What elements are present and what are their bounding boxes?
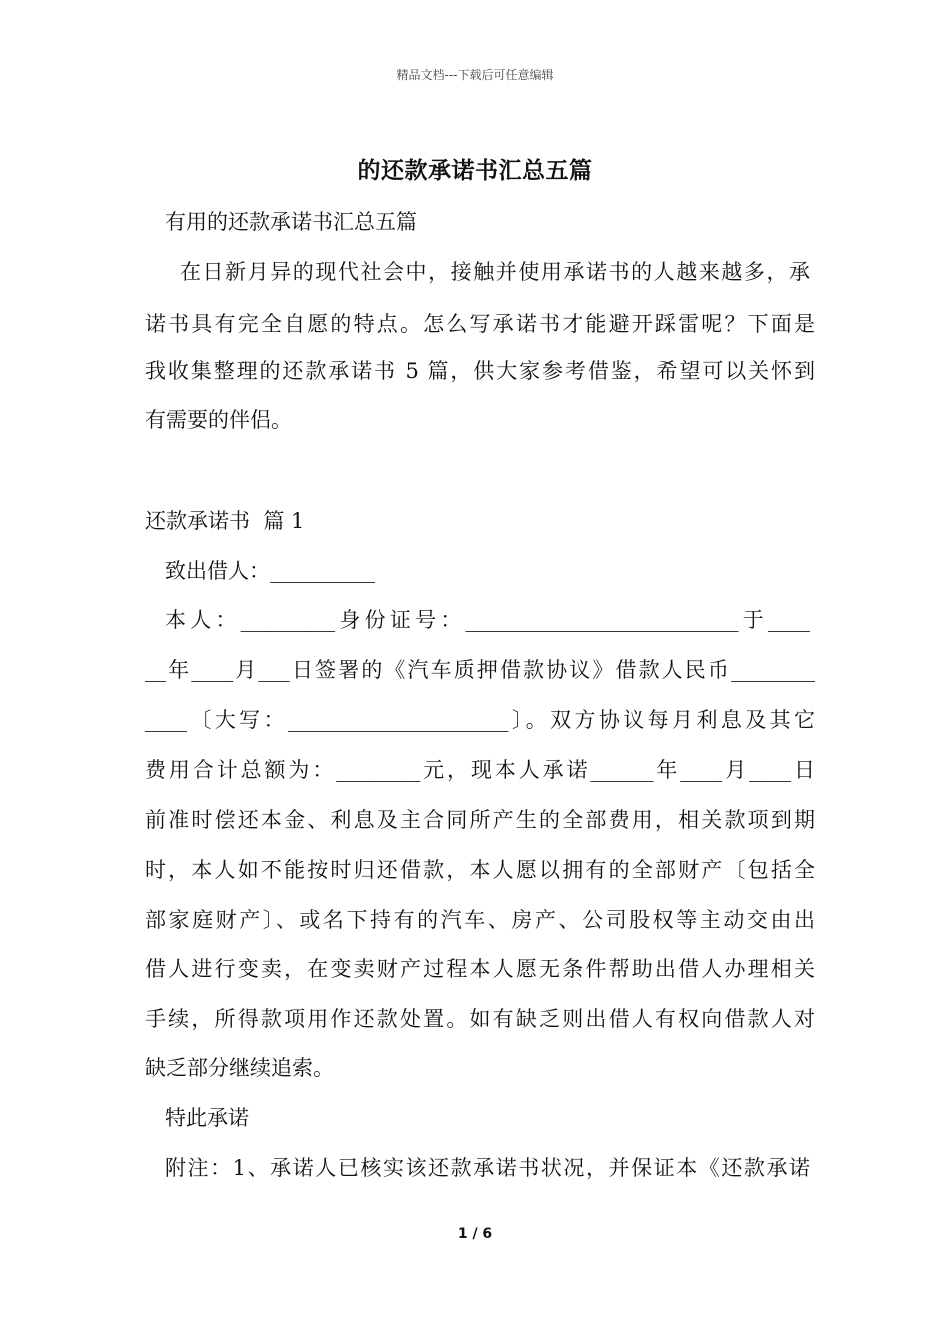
document-subtitle: 有用的还款承诺书汇总五篇 bbox=[165, 210, 417, 234]
section-heading: 还款承诺书 篇 1 bbox=[145, 509, 305, 533]
body-line-2: __年____月___日签署的《汽车质押借款协议》借款人民币________ bbox=[145, 658, 815, 682]
note-line: 附注：1、承诺人已核实该还款承诺书状况，并保证本《还款承诺 bbox=[165, 1156, 810, 1180]
body-line-9: 手续，所得款项用作还款处置。如有缺乏则出借人有权向借款人对 bbox=[145, 1007, 815, 1031]
body-line-8: 借人进行变卖，在变卖财产过程本人愿无条件帮助出借人办理相关 bbox=[145, 957, 815, 981]
addressee-line: 致出借人：__________ bbox=[165, 559, 375, 583]
document-title: 的还款承诺书汇总五篇 bbox=[357, 157, 593, 184]
body-line-4: 费用合计总额为：________元，现本人承诺______年____月____日 bbox=[145, 758, 815, 782]
intro-line-3: 我收集整理的还款承诺书 5 篇，供大家参考借鉴，希望可以关怀到 bbox=[145, 359, 815, 383]
body-line-5: 前准时偿还本金、利息及主合同所产生的全部费用，相关款项到期 bbox=[145, 808, 815, 832]
closing-line: 特此承诺 bbox=[165, 1106, 249, 1130]
body-line-10: 缺乏部分继续追索。 bbox=[145, 1056, 334, 1080]
page-indicator: 1 / 6 bbox=[457, 1226, 493, 1242]
intro-line-2: 诺书具有完全自愿的特点。怎么写承诺书才能避开踩雷呢？下面是 bbox=[145, 312, 815, 336]
intro-line-4: 有需要的伴侣。 bbox=[145, 408, 292, 432]
body-line-3: ____〔大写：_____________________〕。双方协议每月利息及其它 bbox=[145, 708, 815, 732]
body-line-1: 本人：_________身份证号：__________________________于____ bbox=[165, 608, 810, 632]
intro-line-1: 在日新月异的现代社会中，接触并使用承诺书的人越来越多，承 bbox=[180, 260, 810, 284]
body-line-6: 时，本人如不能按时归还借款，本人愿以拥有的全部财产〔包括全 bbox=[145, 858, 815, 882]
header-note: 精品文档---下载后可任意编辑 bbox=[396, 68, 554, 82]
body-line-7: 部家庭财产〕、或名下持有的汽车、房产、公司股权等主动交由出 bbox=[145, 908, 815, 932]
